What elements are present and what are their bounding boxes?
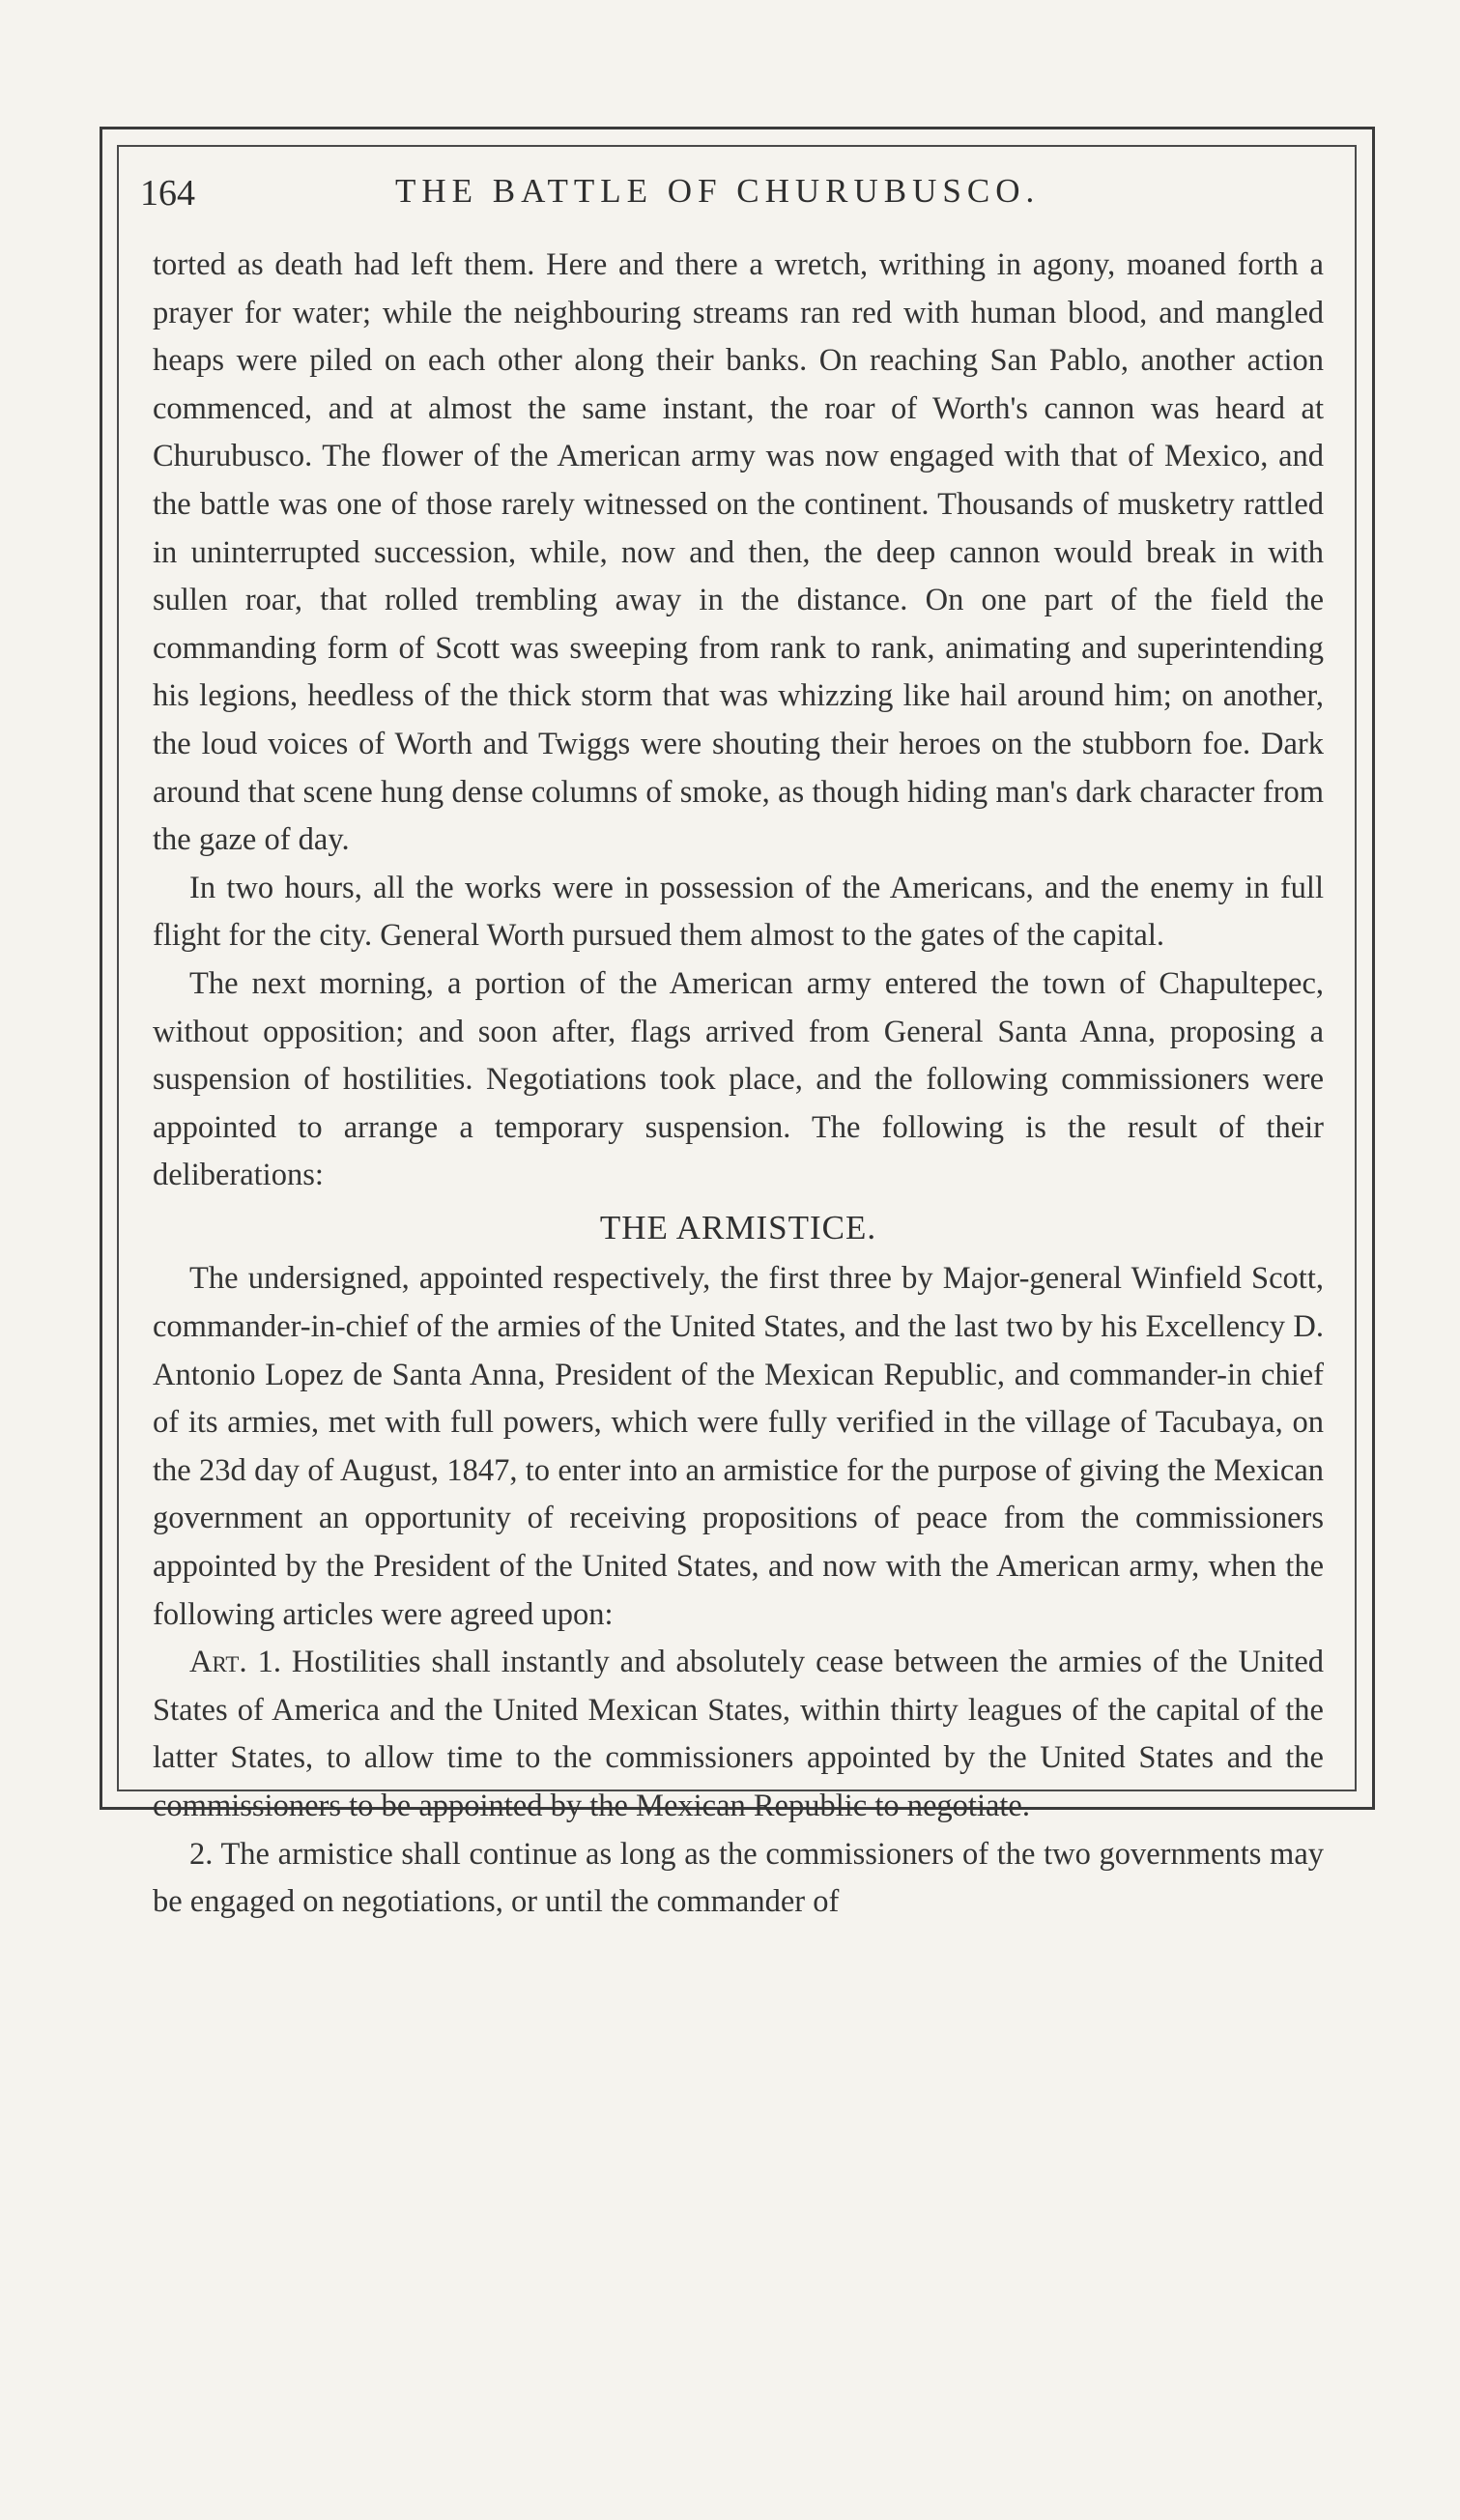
- page-number: 164: [140, 173, 195, 214]
- article-1-text: 1. Hostilities shall instantly and absolutely cease between the armies of the United States of America and the United Mexican States, within thirty leagues of the capital of the latter States, to allow time to the commissioners appointed by the United States and the commissioners to be appointed by the Mexican Republic to negotiate.: [153, 1645, 1324, 1823]
- running-title: THE BATTLE OF CHURUBUSCO.: [395, 172, 1041, 210]
- article-label: Art.: [189, 1645, 247, 1680]
- paragraph-article-1: [153, 1639, 1324, 1830]
- page-body: [153, 242, 1324, 1927]
- paragraph-two-hours: In two hours, all the works were in possession of the Americans, and the enemy in full flight for the city. General Worth pursued them almost to the gates of the capital.: [153, 870, 1324, 954]
- paragraph-continuation: torted as death had left them. Here and there a wretch, writhing in agony, moaned forth a prayer for water; while the neighbouring streams ran red with human blood, and mangled heaps were piled on each other along their banks. On reaching San Pablo, another action commenced, and at almost the same instant, the roar of Worth's cannon was heard at Churubusco. The flower of the American army was now engaged with that of Mexico, and the battle was one of those rarely witnessed on the continent. Thousands of musketry rattled in uninterrupted succession, while, now and then, the deep cannon would break in with sullen roar, that rolled trembling away in the distance. On one part of the field the commanding form of Scott was sweeping from rank to rank, animating and superintending his legions, heedless of the thick storm that was whizzing like hail around him; on another, the loud voices of Worth and Twiggs were shouting their heroes on the stubborn foe. Dark around that scene hung dense columns of smoke, as though hiding man's dark character from the gaze of day.: [153, 247, 1324, 858]
- paragraph-article-2: 2. The armistice shall continue as long as the commissioners of the two governments may be engaged on negotiations, or until the commander of: [153, 1836, 1324, 1920]
- running-head: [140, 172, 1348, 220]
- section-heading-armistice: THE ARMISTICE.: [599, 1208, 877, 1246]
- paragraph-armistice-preamble: The undersigned, appointed respectively, the first three by Major-general Winfield Scott, commander-in-chief of the armies of the United States, and the last two by his Excellency D. Antonio Lopez de Santa Anna, President of the Mexican Republic, and commander-in chief of its armies, met with full powers, which were fully verified in the village of Tacubaya, on the 23d day of August, 1847, to enter into an armistice for the purpose of giving the Mexican government an opportunity of receiving propositions of peace from the commissioners appointed by the President of the United States, and now with the American army, when the following articles were agreed upon:: [153, 1261, 1324, 1632]
- paragraph-next-morning: The next morning, a portion of the American army entered the town of Chapultepec, without opposition; and soon after, flags arrived from General Santa Anna, proposing a suspension of hostilities. Negotiations took place, and the following commissioners were appointed to arrange a temporary suspension. The following is the result of their deliberations:: [153, 965, 1324, 1193]
